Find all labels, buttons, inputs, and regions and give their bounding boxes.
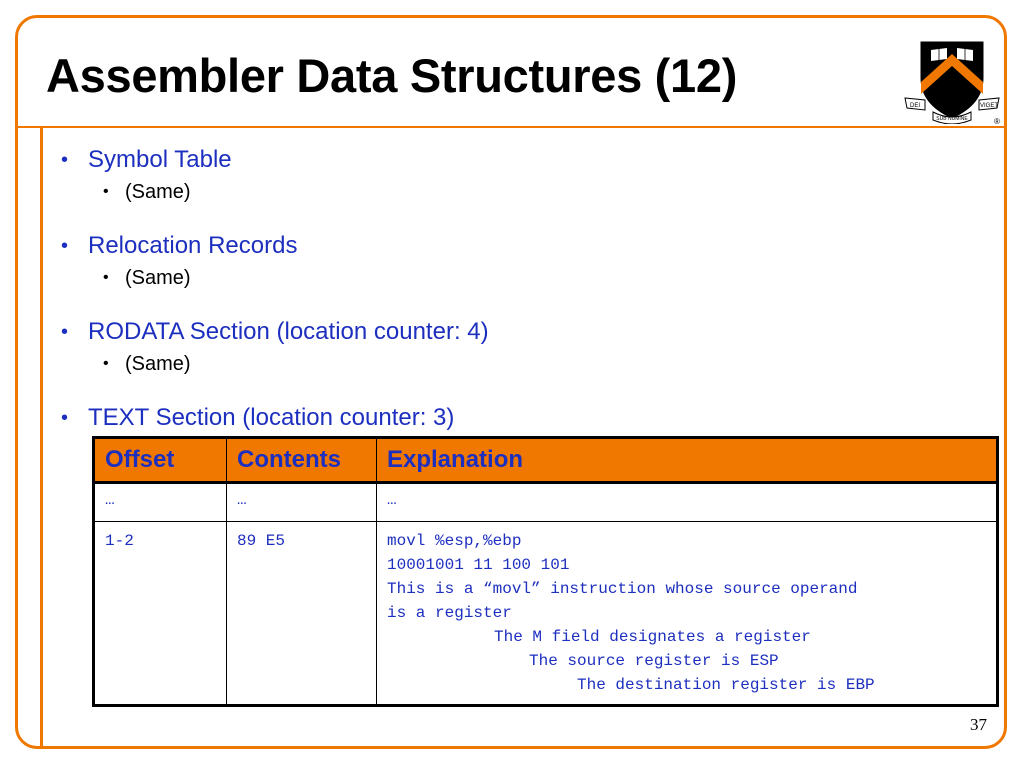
bullet-symbol-table: • Symbol Table bbox=[58, 143, 489, 177]
table-row bbox=[94, 483, 998, 522]
sub-bullet-relocation-records: • (Same) bbox=[58, 263, 489, 293]
motto-center: SUB NUMINE bbox=[936, 116, 968, 122]
sub-bullet-symbol-table: • (Same) bbox=[58, 177, 489, 207]
explanation-line: 10001001 11 100 101 bbox=[387, 556, 570, 574]
bullet-rodata-section: • RODATA Section (location counter: 4) bbox=[58, 315, 489, 349]
slide-title: Assembler Data Structures (12) bbox=[46, 49, 738, 102]
bullet-relocation-records: • Relocation Records bbox=[58, 229, 489, 263]
explanation-line: is a register bbox=[387, 604, 512, 622]
motto-left: DEI bbox=[909, 103, 921, 109]
header-explanation: Explanation bbox=[377, 438, 998, 483]
motto-right: VIGET bbox=[979, 103, 999, 109]
cell-contents: … bbox=[227, 483, 377, 522]
cell-contents: 89 E5 bbox=[227, 522, 377, 706]
explanation-line: The destination register is EBP bbox=[577, 676, 875, 694]
text-section-table bbox=[92, 436, 999, 707]
table-row bbox=[94, 522, 998, 706]
cell-explanation: … bbox=[377, 483, 998, 522]
registered-mark: ® bbox=[994, 117, 1000, 124]
explanation-line: The M field designates a register bbox=[494, 628, 811, 646]
page-number: 37 bbox=[970, 715, 987, 734]
table-header-row bbox=[94, 438, 998, 483]
explanation-line: This is a “movl” instruction whose source operand bbox=[387, 580, 858, 598]
cell-offset: … bbox=[94, 483, 227, 522]
bullet-list bbox=[58, 143, 489, 435]
bullet-text-section: • TEXT Section (location counter: 3) bbox=[58, 401, 489, 435]
cell-explanation bbox=[377, 522, 998, 706]
left-margin-rule bbox=[40, 127, 43, 749]
explanation-line: The source register is ESP bbox=[529, 652, 779, 670]
princeton-shield-icon bbox=[897, 32, 1007, 124]
sub-bullet-rodata-section: • (Same) bbox=[58, 349, 489, 379]
explanation-line: movl %esp,%ebp bbox=[387, 532, 522, 550]
title-divider bbox=[15, 126, 1007, 128]
cell-offset: 1-2 bbox=[94, 522, 227, 706]
header-offset: Offset bbox=[94, 438, 227, 483]
header-contents: Contents bbox=[227, 438, 377, 483]
